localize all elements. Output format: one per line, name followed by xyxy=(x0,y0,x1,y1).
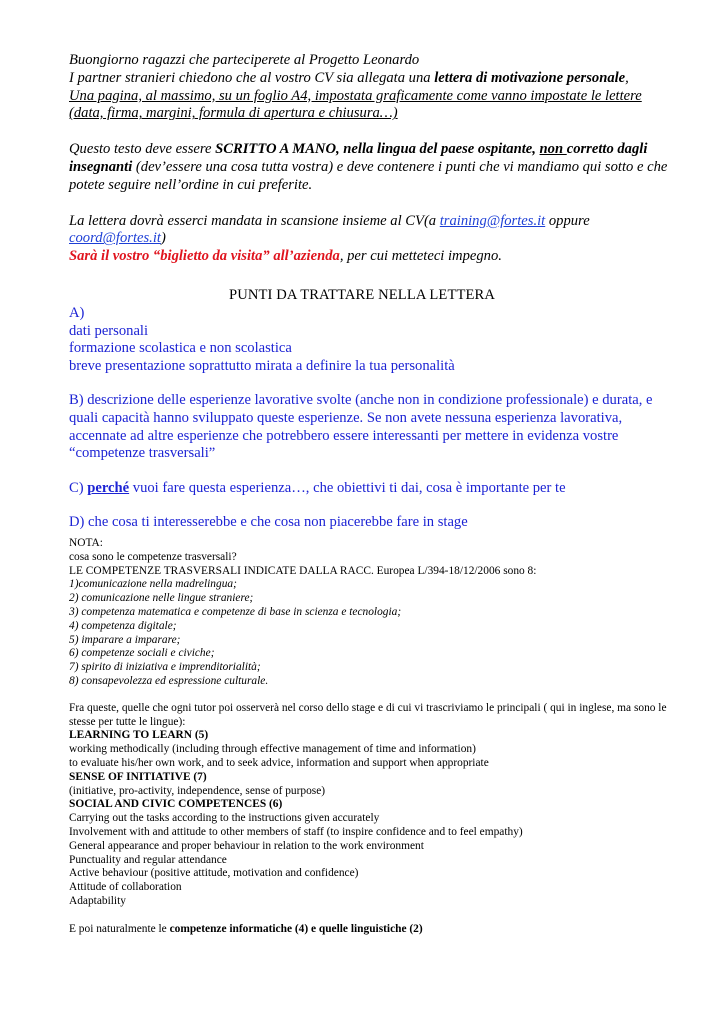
instr-text-a: Questo testo deve essere xyxy=(69,141,216,158)
final-text: E poi naturalmente le xyxy=(69,922,170,935)
email-link-training[interactable]: training@fortes.it xyxy=(439,212,546,229)
competence-item: 2) comunicazione nelle lingue straniere; xyxy=(69,592,254,605)
social-line: Adaptability xyxy=(69,894,126,907)
competence-item: 3) competenza matematica e competenze di base in scienza e tecnologia; xyxy=(69,605,402,618)
send-instruction xyxy=(69,213,669,266)
social-line: Attitude of collaboration xyxy=(69,881,182,894)
request-text: I partner stranieri chiedono che al vostro CV sia allegata una xyxy=(69,69,435,86)
request-comma: , xyxy=(625,69,629,86)
nota-label: NOTA: xyxy=(69,537,103,549)
point-c-prefix: C) xyxy=(69,479,88,496)
point-a-item: formazione scolastica e non scolastica xyxy=(69,340,292,357)
sense-of-initiative-title: SENSE OF INITIATIVE (7) xyxy=(69,770,207,783)
request-bold: lettera di motivazione personale xyxy=(434,69,626,86)
point-b: B) descrizione delle esperienze lavorative svolte (anche non in condizione professionale) e durata, e quali capacità hanno sviluppato queste esperienze. Se non avete nessuna esperienza lavorativa, accennate ad altre esperienze che potrebbero essere interessanti per mettere in evidenza vostre “competenze trasversali” xyxy=(69,392,653,462)
points-section xyxy=(69,305,669,532)
business-card-phrase: Sarà il vostro “biglietto da visita” all’azienda xyxy=(69,248,340,265)
point-c-text: vuoi fare questa esperienza…, che obiettivi ti dai, cosa è importante per te xyxy=(129,479,566,496)
competence-item: 8) consapevolezza ed espressione culturale. xyxy=(69,674,269,687)
request-line xyxy=(69,70,669,88)
send-text-a: La lettera dovrà esserci mandata in scansione insieme al CV(a xyxy=(69,212,440,229)
intro-section xyxy=(69,52,669,266)
learning-line: to evaluate his/her own work, and to seek advice, information and support when appropriate xyxy=(69,756,489,769)
email-link-coord[interactable]: coord@fortes.it xyxy=(69,230,161,247)
competence-item: 1)comunicazione nella madrelingua; xyxy=(69,578,237,591)
point-a-item: breve presentazione soprattutto mirata a definire la tua personalità xyxy=(69,357,455,374)
competence-item: 7) spirito di iniziativa e imprenditorialità; xyxy=(69,661,261,674)
point-d: D) che cosa ti interesserebbe e che cosa non piacerebbe fare in stage xyxy=(69,514,468,531)
initiative-line: (initiative, pro-activity, independence, sense of purpose) xyxy=(69,784,326,797)
learning-to-learn-title: LEARNING TO LEARN (5) xyxy=(69,729,209,742)
fra-queste-paragraph: Fra queste, quelle che ogni tutor poi osserverà nel corso dello stage e di cui vi trascriviamo le principali ( qui in inglese, ma sono le stesse per tutte le lingue): xyxy=(69,701,667,728)
social-line: Active behaviour (positive attitude, motivation and confidence) xyxy=(69,867,359,880)
handwritten-instruction xyxy=(69,141,669,194)
social-line: Carrying out the tasks according to the instructions given accurately xyxy=(69,812,380,825)
point-a-item: dati personali xyxy=(69,322,149,339)
instr-text-b: (dev’essere una cosa tutta vostra) e deve contenere i punti che vi mandiamo qui sotto e che potete seguire nell’ordine in cui preferite. xyxy=(69,158,668,193)
send-text-c: ) xyxy=(160,230,166,247)
point-c-perche: perché xyxy=(87,479,130,496)
instr-bold-b: corretto dagli insegnanti xyxy=(69,141,648,175)
point-a-label: A) xyxy=(69,305,85,321)
instr-bold-a: SCRITTO A MANO, nella lingua del paese ospitante, xyxy=(215,141,536,158)
point-c xyxy=(69,480,669,498)
learning-line: working methodically (including through effective management of time and information) xyxy=(69,743,476,756)
nota-question: cosa sono le competenze trasversali? xyxy=(69,550,237,563)
nota-intro: LE COMPETENZE TRASVERSALI INDICATE DALLA RACC. Europea L/394-18/12/2006 sono 8: xyxy=(69,564,537,577)
final-bold: competenze informatiche (4) e quelle linguistiche (2) xyxy=(169,922,423,935)
competence-item: 5) imparare a imparare; xyxy=(69,633,181,646)
send-text-d: , per cui metteteci impegno. xyxy=(339,248,502,265)
social-line: Involvement with and attitude to other members of staff (to inspire confidence and to feel empathy) xyxy=(69,825,523,838)
instr-non: non xyxy=(539,141,567,158)
nota-section xyxy=(69,537,669,937)
social-civic-title: SOCIAL AND CIVIC COMPETENCES (6) xyxy=(69,798,283,811)
final-line xyxy=(69,923,669,937)
competence-item: 4) competenza digitale; xyxy=(69,619,177,632)
send-text-b: oppure xyxy=(545,212,590,229)
social-line: Punctuality and regular attendance xyxy=(69,853,227,866)
format-line: Una pagina, al massimo, su un foglio A4, impostata graficamente come vanno impostate le lettere (data, firma, margini, formula di apertura e chiusura…) xyxy=(69,87,642,122)
greeting: Buongiorno ragazzi che parteciperete al Progetto Leonardo xyxy=(69,52,420,68)
competence-item: 6) competenze sociali e civiche; xyxy=(69,647,215,660)
social-line: General appearance and proper behaviour in relation to the work environment xyxy=(69,839,424,852)
section-heading: PUNTI DA TRATTARE NELLA LETTERA xyxy=(229,287,495,303)
